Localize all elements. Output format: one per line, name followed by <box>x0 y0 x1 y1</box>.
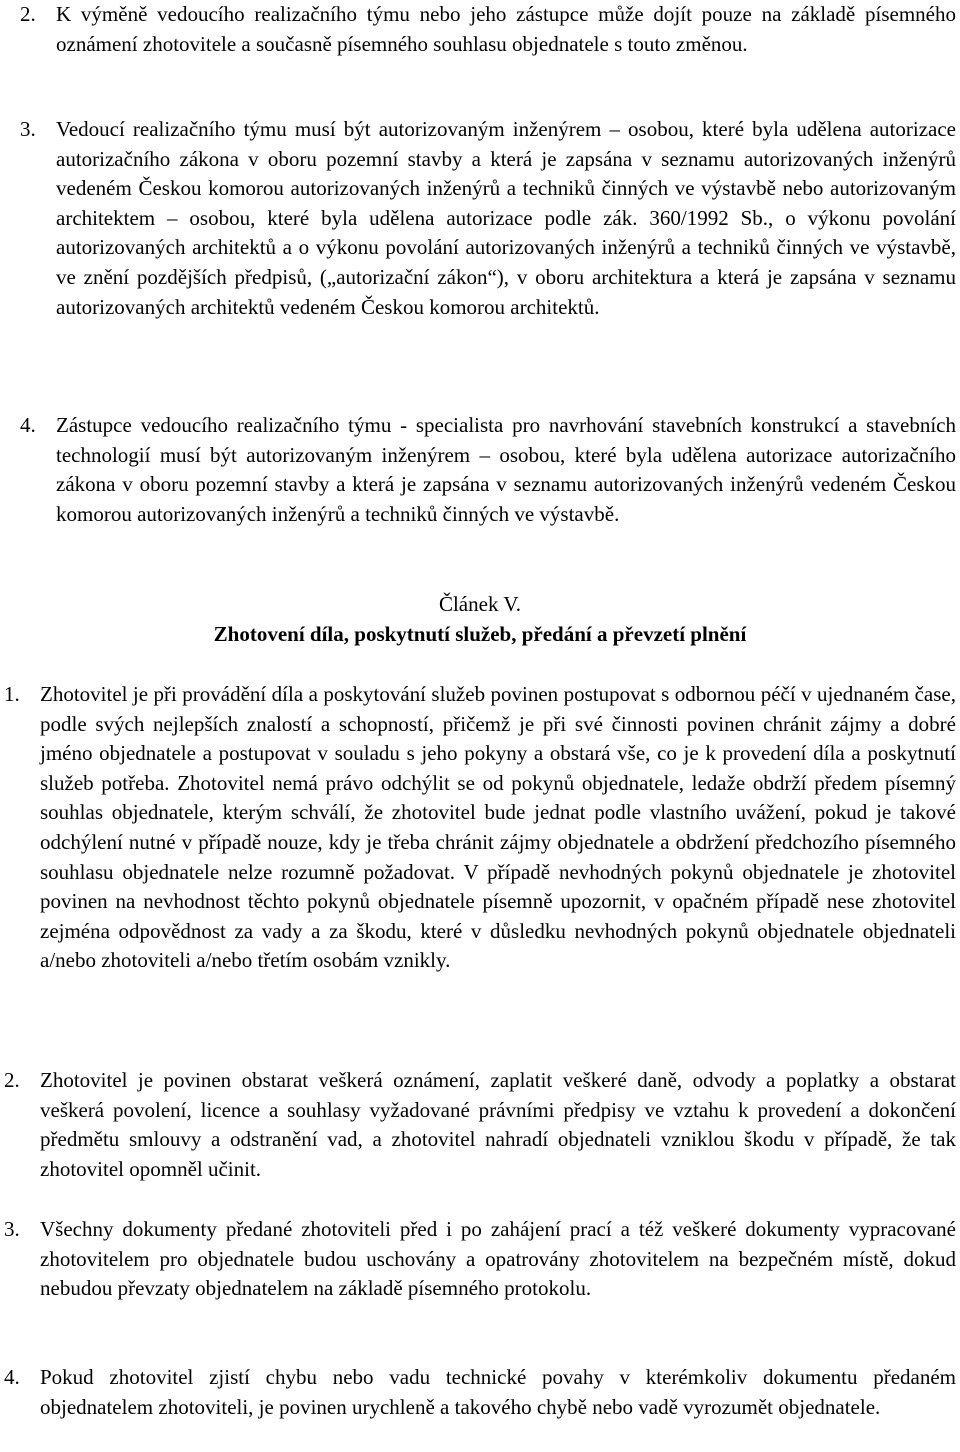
clause-2 <box>20 0 956 59</box>
clause-text: K výměně vedoucího realizačního týmu nebo jeho zástupce může dojít pouze na základě písemného oznámení zhotovitele a současně písemného souhlasu objednatele s touto změnou. <box>56 2 956 56</box>
article-clause-1 <box>4 680 956 976</box>
article-clause-4 <box>4 1363 956 1422</box>
clause-text: Pokud zhotovitel zjistí chybu nebo vadu technické povahy v kterémkoliv dokumentu předaném objednatelem zhotoviteli, je povinen urychleně a takového chybě nebo vadě vyrozumět objednatele. <box>40 1365 956 1419</box>
clause-4 <box>20 411 956 529</box>
clause-number: 3. <box>4 1217 20 1241</box>
clause-text: Vedoucí realizačního týmu musí být autorizovaným inženýrem – osobou, které byla udělena autorizace autorizačního zákona v oboru pozemní stavby a která je zapsána v seznamu autorizovaných inženýrů vedeném Českou komorou autorizovaných inženýrů a techniků činných ve výstavbě nebo autorizovaným architektem – osobou, které byla udělena autorizace podle zák. 360/1992 Sb., o výkonu povolání autorizovaných architektů a o výkonu povolání autorizovaných inženýrů a techniků činných ve výstavbě, ve znění pozdějších předpisů, („autorizační zákon“), v oboru architektura a která je zapsána v seznamu autorizovaných architektů vedeném Českou komorou architektů. <box>56 117 956 319</box>
clause-number: 2. <box>20 2 36 26</box>
article-title: Zhotovení díla, poskytnutí služeb, předání a převzetí plnění <box>213 622 747 646</box>
clause-text: Zástupce vedoucího realizačního týmu - specialista pro navrhování stavebních konstrukcí a stavebních technologií musí být autorizovaným inženýrem – osobou, které byla udělena autorizace autorizačního zákona v oboru pozemní stavby a která je zapsána v seznamu autorizovaných inženýrů vedeném Českou komorou autorizovaných inženýrů a techniků činných ve výstavbě. <box>56 413 956 526</box>
clause-number: 1. <box>4 682 20 706</box>
clause-number: 3. <box>20 117 36 141</box>
clause-text: Všechny dokumenty předané zhotoviteli před i po zahájení prací a též veškeré dokumenty vypracované zhotovitelem pro objednatele budou uschovány a opatrovány zhotovitelem na bezpečném místě, dokud nebudou převzaty objednatelem na základě písemného protokolu. <box>40 1217 956 1301</box>
clause-text: Zhotovitel je povinen obstarat veškerá oznámení, zaplatit veškeré daně, odvody a poplatky a obstarat veškerá povolení, licence a souhlasy vyžadované právními předpisy ve vztahu k provedení a dokončení předmětu smlouvy a odstranění vad, a zhotovitel nahradí objednateli vzniklou škodu v případě, že tak zhotovitel opomněl učinit. <box>40 1068 956 1181</box>
clause-number: 4. <box>20 413 36 437</box>
clause-text: Zhotovitel je při provádění díla a poskytování služeb povinen postupovat s odbornou péčí v ujednaném čase, podle svých nejlepších znalostí a schopností, přičemž je při své činnosti povinen chránit zájmy a dobré jméno objednatele a postupovat v souladu s jeho pokyny a obstará vše, co je k provedení díla a poskytnutí služeb potřeba. Zhotovitel nemá právo odchýlit se od pokynů objednatele, ledaže obdrží předem písemný souhlas objednatele, kterým schválí, že zhotovitel bude jednat podle vlastního uvážení, pokud je takové odchýlení nutné v případě nouze, kdy je třeba chránit zájmy objednatele a obdržení předchozího písemného souhlasu objednatele nelze rozumně požadovat. V případě nevhodných pokynů objednatele je zhotovitel povinen na nevhodnost těchto pokynů objednatele písemně upozornit, v opačném případě nese zhotovitel zejména odpovědnost za vady a za škodu, které v důsledku nevhodných pokynů objednatele objednateli a/nebo zhotoviteli a/nebo třetím osobám vznikly. <box>40 682 956 973</box>
article-clause-3 <box>4 1215 956 1304</box>
clause-number: 2. <box>4 1068 20 1092</box>
clause-number: 4. <box>4 1365 20 1389</box>
article-label: Článek V. <box>438 592 522 616</box>
clause-3 <box>20 115 956 322</box>
article-clause-2 <box>4 1066 956 1184</box>
